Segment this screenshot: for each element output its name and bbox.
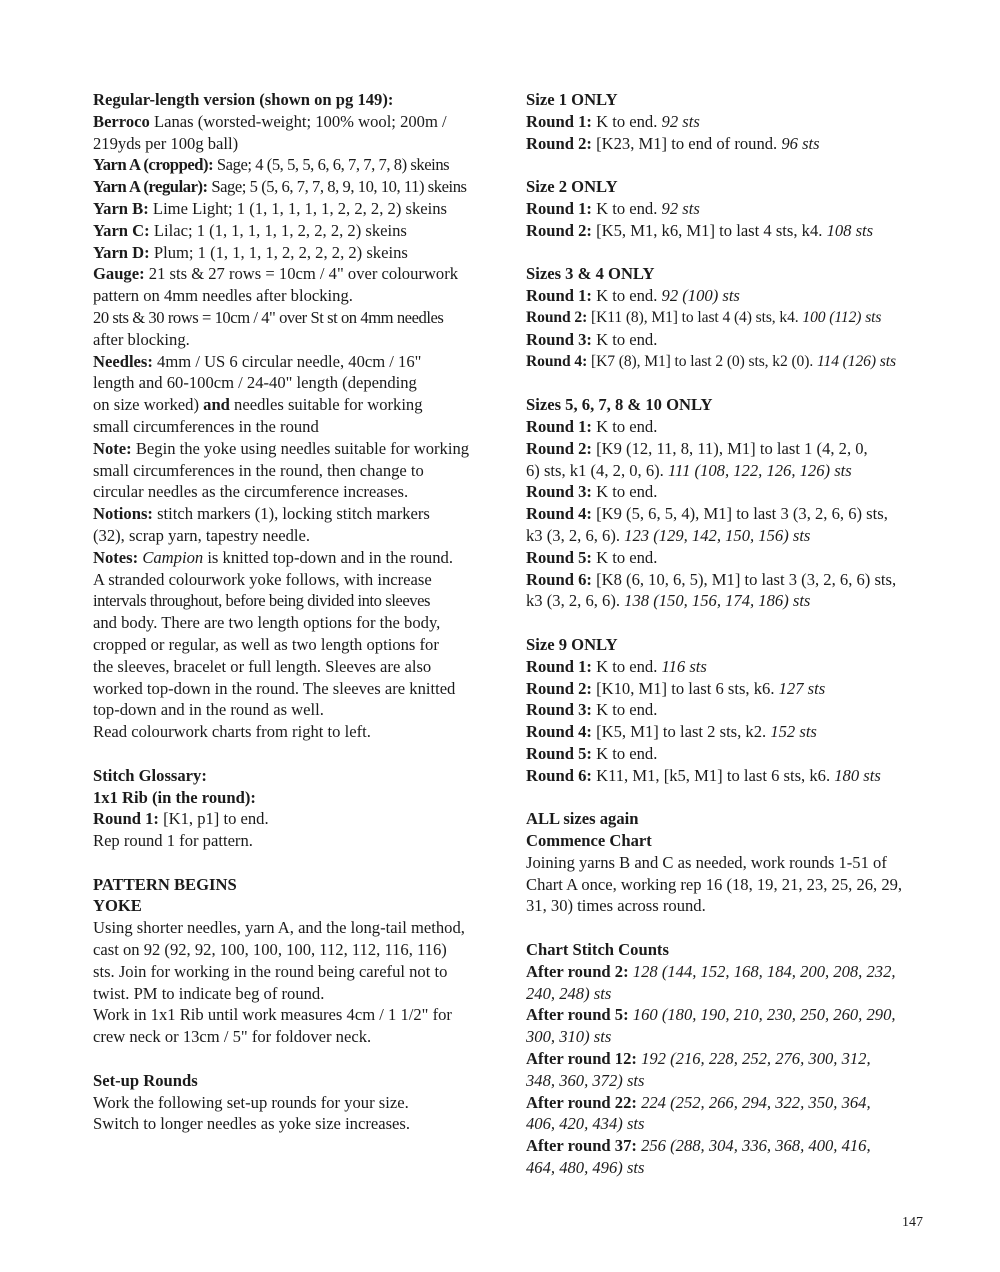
needles-line-1: Needles: 4mm / US 6 circular needle, 40cm / 16" [93, 351, 422, 371]
size-9-round-1: Round 1: K to end. 116 sts [526, 656, 707, 676]
notes-line-5: cropped or regular, as well as two length options for [93, 634, 439, 654]
count-after-12: After round 12: 192 (216, 228, 252, 276, 300, 312, [526, 1049, 871, 1069]
size-1-heading: Size 1 ONLY [526, 90, 618, 109]
yoke-line-2: cast on 92 (92, 92, 100, 100, 100, 112, 112, 116, 116) [93, 940, 447, 960]
notes-line-1: Notes: Campion is knitted top-down and in the round. [93, 547, 453, 567]
right-column [526, 89, 936, 1201]
counts-heading: Chart Stitch Counts [526, 940, 669, 960]
page-number: 147 [902, 1215, 923, 1230]
note-line-2: small circumferences in the round, then change to [93, 460, 424, 480]
materials-heading: Regular-length version (shown on pg 149): [93, 90, 394, 109]
yoke-line-1: Using shorter needles, yarn A, and the long-tail method, [93, 918, 465, 938]
setup-heading: Set-up Rounds [93, 1070, 198, 1090]
notions-line-2: (32), scrap yarn, tapestry needle. [93, 525, 311, 545]
size-2-heading: Size 2 ONLY [526, 177, 618, 197]
yarn-b: Yarn B: Lime Light; 1 (1, 1, 1, 1, 1, 2, 2, 2, 2) skeins [93, 198, 447, 218]
stitch-glossary-section [93, 765, 497, 852]
yarn-desc-line: 219yds per 100g ball) [93, 133, 239, 153]
size-5-10-round-1: Round 1: K to end. [526, 416, 658, 436]
gauge-line-2: pattern on 4mm needles after blocking. [93, 286, 353, 306]
size-9-round-4: Round 4: [K5, M1] to last 2 sts, k2. 152 sts [526, 722, 817, 742]
yarn-c: Yarn C: Lilac; 1 (1, 1, 1, 1, 1, 2, 2, 2, 2) skeins [93, 220, 407, 240]
count-after-37-cont: 464, 480, 496) sts [526, 1158, 645, 1178]
materials-section [93, 89, 497, 743]
size-9-round-3: Round 3: K to end. [526, 700, 658, 720]
left-column [93, 89, 497, 1157]
yarn-a-regular: Yarn A (regular): Sage; 5 (5, 6, 7, 7, 8, 9, 10, 10, 11) skeins [93, 177, 467, 197]
size-1-round-1: Round 1: K to end. 92 sts [526, 111, 700, 131]
size-5-10-round-6: Round 6: [K8 (6, 10, 6, 5), M1] to last 3 (3, 2, 6, 6) sts, [526, 569, 897, 589]
needles-line-4: small circumferences in the round [93, 416, 319, 436]
count-after-37: After round 37: 256 (288, 304, 336, 368, 400, 416, [526, 1136, 871, 1156]
note-line-1: Note: Begin the yoke using needles suitable for working [93, 438, 470, 458]
size-1-round-2: Round 2: [K23, M1] to end of round. 96 sts [526, 133, 820, 153]
rib-round-1: Round 1: [K1, p1] to end. [93, 809, 269, 829]
size-9-section [526, 634, 936, 787]
size-3-4-round-1: Round 1: K to end. 92 (100) sts [526, 286, 740, 306]
yoke-line-3: sts. Join for working in the round being careful not to [93, 961, 448, 981]
count-after-5-cont: 300, 310) sts [526, 1027, 612, 1047]
all-sizes-line-3: 31, 30) times across round. [526, 896, 706, 916]
count-after-22: After round 22: 224 (252, 266, 294, 322, 350, 364, [526, 1092, 871, 1112]
size-3-4-heading: Sizes 3 & 4 ONLY [526, 264, 655, 284]
size-9-round-2: Round 2: [K10, M1] to last 6 sts, k6. 127 sts [526, 678, 826, 698]
setup-line-1: Work the following set-up rounds for your size. [93, 1092, 409, 1112]
count-after-5: After round 5: 160 (180, 190, 210, 230, 250, 260, 290, [526, 1005, 896, 1025]
chart-stitch-counts-section [526, 939, 936, 1179]
yarn-d: Yarn D: Plum; 1 (1, 1, 1, 1, 2, 2, 2, 2, 2) skeins [93, 242, 408, 262]
size-2-section [526, 176, 936, 241]
yarn-brand: Berroco [93, 111, 150, 131]
rib-rep: Rep round 1 for pattern. [93, 831, 253, 851]
setup-line-2: Switch to longer needles as yoke size increases. [93, 1114, 411, 1134]
needles-line-3: on size worked) and needles suitable for working [93, 395, 423, 415]
size-5-10-round-4: Round 4: [K9 (5, 6, 5, 4), M1] to last 3 (3, 2, 6, 6) sts, [526, 504, 888, 524]
setup-rounds-section [93, 1070, 497, 1135]
rib-heading: 1x1 Rib (in the round): [93, 787, 256, 807]
notes-line-9: Read colourwork charts from right to left. [93, 722, 371, 742]
all-sizes-line-1: Joining yarns B and C as needed, work rounds 1-51 of [526, 852, 887, 872]
size-1-section [526, 89, 936, 154]
yoke-line-5: Work in 1x1 Rib until work measures 4cm / 1 1/2" for [93, 1005, 452, 1025]
size-5-10-round-2: Round 2: [K9 (12, 11, 8, 11), M1] to last 1 (4, 2, 0, [526, 438, 868, 458]
pattern-begins-heading: PATTERN BEGINS [93, 874, 237, 894]
notes-line-4: and body. There are two length options for the body, [93, 613, 441, 633]
notes-line-3: intervals throughout, before being divided into sleeves [93, 591, 430, 611]
gauge-line-3: 20 sts & 30 rows = 10cm / 4" over St st on 4mm needles [93, 307, 444, 327]
size-3-4-round-4: Round 4: [K7 (8), M1] to last 2 (0) sts, k2 (0). 114 (126) sts [526, 352, 896, 370]
size-3-4-section [526, 263, 936, 372]
size-5-10-round-5: Round 5: K to end. [526, 547, 658, 567]
count-after-2: After round 2: 128 (144, 152, 168, 184, 200, 208, 232, [526, 961, 896, 981]
all-sizes-section [526, 808, 936, 917]
notes-line-2: A stranded colourwork yoke follows, with increase [93, 569, 432, 589]
size-5-10-heading: Sizes 5, 6, 7, 8 & 10 ONLY [526, 395, 713, 415]
size-9-round-5: Round 5: K to end. [526, 743, 658, 763]
size-2-round-2: Round 2: [K5, M1, k6, M1] to last 4 sts, k4. 108 sts [526, 220, 874, 240]
yoke-heading: YOKE [93, 896, 142, 916]
notes-line-8: top-down and in the round as well. [93, 700, 324, 720]
size-3-4-round-2: Round 2: [K11 (8), M1] to last 4 (4) sts, k4. 100 (112) sts [526, 308, 882, 326]
size-5-10-round-4-cont: k3 (3, 2, 6, 6). 123 (129, 142, 150, 156) sts [526, 525, 811, 545]
size-5-10-round-3: Round 3: K to end. [526, 482, 658, 502]
count-after-12-cont: 348, 360, 372) sts [526, 1070, 645, 1090]
gauge-line-4: after blocking. [93, 329, 190, 349]
count-after-22-cont: 406, 420, 434) sts [526, 1114, 645, 1134]
size-5-10-round-2-cont: 6) sts, k1 (4, 2, 0, 6). 111 (108, 122, 126, 126) sts [526, 460, 852, 480]
size-3-4-round-3: Round 3: K to end. [526, 329, 658, 349]
notions-line-1: Notions: stitch markers (1), locking stitch markers [93, 504, 430, 524]
yarn-brand-line: Berroco Lanas (worsted-weight; 100% wool; 200m / [93, 111, 447, 131]
yoke-line-6: crew neck or 13cm / 5" for foldover neck. [93, 1027, 372, 1047]
size-5-10-round-6-cont: k3 (3, 2, 6, 6). 138 (150, 156, 174, 186) sts [526, 591, 811, 611]
size-9-round-6: Round 6: K11, M1, [k5, M1] to last 6 sts, k6. 180 sts [526, 765, 881, 785]
needles-line-2: length and 60-100cm / 24-40" length (depending [93, 373, 417, 393]
notes-line-7: worked top-down in the round. The sleeves are knitted [93, 678, 456, 698]
size-5-10-section [526, 394, 936, 612]
yoke-line-4: twist. PM to indicate beg of round. [93, 983, 325, 1003]
commence-chart-heading: Commence Chart [526, 831, 652, 851]
glossary-heading: Stitch Glossary: [93, 765, 207, 785]
notes-line-6: the sleeves, bracelet or full length. Sleeves are also [93, 656, 432, 676]
size-9-heading: Size 9 ONLY [526, 634, 618, 654]
pattern-begins-section [93, 874, 497, 1048]
count-after-2-cont: 240, 248) sts [526, 983, 612, 1003]
gauge-line-1: Gauge: 21 sts & 27 rows = 10cm / 4" over colourwork [93, 264, 459, 284]
all-sizes-heading: ALL sizes again [526, 809, 639, 829]
note-line-3: circular needles as the circumference increases. [93, 482, 409, 502]
yarn-a-cropped: Yarn A (cropped): Sage; 4 (5, 5, 5, 6, 6, 7, 7, 7, 8) skeins [93, 155, 450, 175]
all-sizes-line-2: Chart A once, working rep 16 (18, 19, 21, 23, 25, 26, 29, [526, 874, 903, 894]
size-2-round-1: Round 1: K to end. 92 sts [526, 198, 700, 218]
